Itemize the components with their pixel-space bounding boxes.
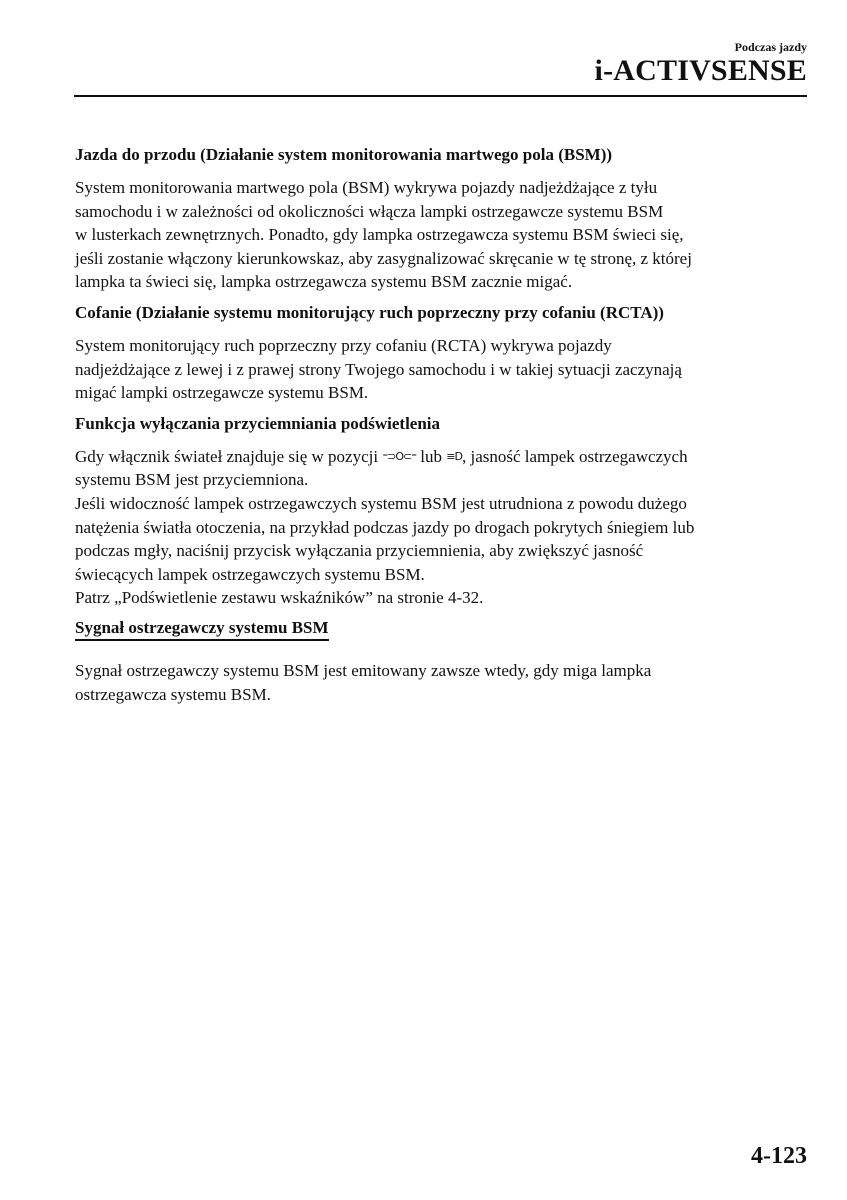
text-dimmer-rest: systemu BSM jest przyciemniona. Jeśli widoczność lampek ostrzegawczych systemu BSM jest utrudniona z powodu dużego natężenia światła otoczenia, na przykład podczas jazdy po drogach pokrytych śniegiem lub podczas mgły, naciśnij przycisk wyłączania przyciemnienia, aby zwiększyć jasność świecących lampek ostrzegawczych systemu BSM. Patrz „Podświetlenie zestawu wskaźników” na stronie 4-32. (75, 470, 695, 608)
section-label: Podczas jazdy (734, 40, 807, 54)
paragraph-dimmer-cancel (75, 445, 795, 610)
page-number: 4-123 (751, 1143, 807, 1169)
paragraph-bsm-warning-beep: Sygnał ostrzegawczy systemu BSM jest emitowany zawsze wtedy, gdy miga lampka ostrzegawcza systemu BSM. (75, 660, 652, 704)
page-content (75, 143, 795, 713)
headlight-icon: ≡D (446, 449, 462, 463)
parking-light-icon: ⁼⊃O⊂⁼ (382, 449, 417, 463)
section-forward-driving (75, 143, 795, 294)
paragraph-reversing: System monitorujący ruch poprzeczny przy cofaniu (RCTA) wykrywa pojazdy nadjeżdżające z lewej i z prawej strony Twojego samochodu i w takiej sytuacji zaczynają migać lampki ostrzegawcze systemu BSM. (75, 335, 682, 403)
section-reversing (75, 301, 795, 405)
heading-bsm-warning-beep: Sygnał ostrzegawczy systemu BSM (75, 617, 329, 641)
section-dimmer-cancel (75, 412, 795, 610)
text-dimmer-line1b: lub (420, 446, 443, 466)
heading-forward-driving: Jazda do przodu (Działanie system monitorowania martwego pola (BSM)) (75, 145, 613, 164)
header-divider (74, 95, 807, 97)
text-dimmer-line1c: , jasność lampek ostrzegawczych (461, 446, 688, 466)
text-dimmer-line1a: Gdy włącznik świateł znajduje się w pozycji (75, 446, 379, 466)
paragraph-forward-driving: System monitorowania martwego pola (BSM) wykrywa pojazdy nadjeżdżające z tyłu samochodu i w zależności od okoliczności włącza lampki ostrzegawcze systemu BSM w lusterkach zewnętrznych. Ponadto, gdy lampka ostrzegawcza systemu BSM świeci się, jeśli zostanie włączony kierunkowskaz, aby zasygnalizować skręcanie w tę stronę, z której lampka ta świeci się, lampka ostrzegawcza systemu BSM zacznie migać. (75, 178, 692, 292)
heading-dimmer-cancel: Funkcja wyłączania przyciemniania podświetlenia (75, 413, 441, 433)
section-bsm-warning-beep (75, 617, 795, 706)
heading-reversing: Cofanie (Działanie systemu monitorujący ruch poprzeczny przy cofaniu (RCTA)) (75, 302, 664, 322)
chapter-title: i-ACTIVSENSE (594, 54, 807, 87)
